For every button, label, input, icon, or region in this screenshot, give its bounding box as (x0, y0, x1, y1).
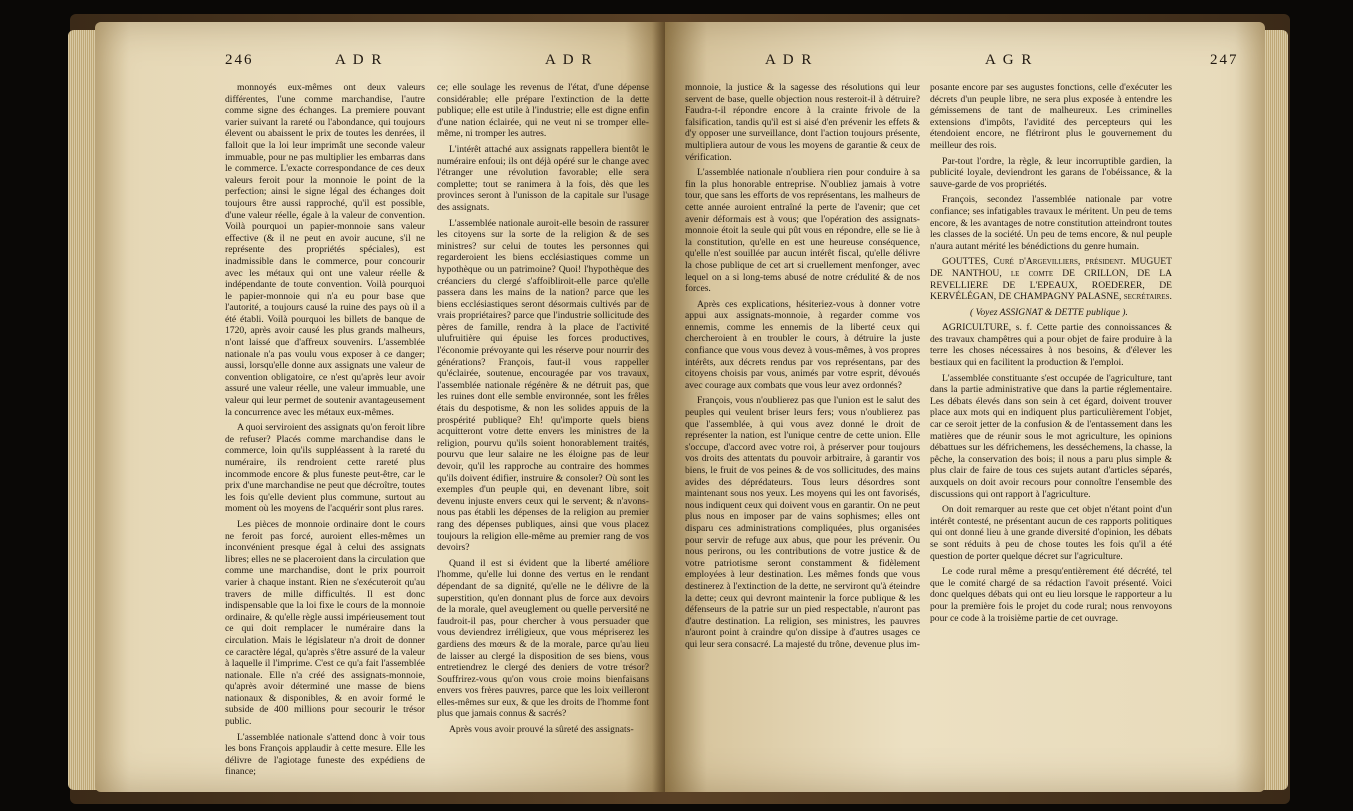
paragraph: Quand il est si évident que la liberté améliore l'homme, qu'elle lui donne des vertus en le rendant dépendant de sa dignité, qu'elle ne le délivre de la superstition, qu'en donnant plus de force aux devoirs de la morale, quel aveuglement ou quelle perversité ne faudroit-il pas, pour chercher à vous persuader que vous deviendrez irréligieux, que vous mépriserez les gardiens des mœurs & de la morale, parce qu'au lieu de laisser au clergé la disposition de ses biens, vous entretiendrez le clergé des deniers de votre trésor? Souffrirez-vous qu'on vous croie moins bienfaisans envers vos frères pauvres, parce que les loix veilleront elles-mêmes sur eux, & que les droits de l'homme font plus que jamais connus & sacrés? (437, 557, 649, 720)
page-edges-right (1262, 30, 1288, 790)
running-head-left-col2: A D R (545, 52, 594, 68)
paragraph: Par-tout l'ordre, la règle, & leur incorruptible gardien, la publicité loyale, deviendront les garans de l'obéissance, & la sauve-garde de vos propriétés. (930, 155, 1172, 190)
left-page (95, 22, 665, 792)
running-head-right-col2: A G R (985, 52, 1034, 68)
paragraph: posante encore par ses augustes fonctions, celle d'exécuter les décrets d'un peuple libre, ne sera plus exposée à entendre les gémissemens de tant de malheureux. Les criminelles extensions d'impôts, l'avidité des percepteurs qui les étendoient encore, ne flétriront plus le gouvernement du meilleur des rois. (930, 82, 1172, 151)
paragraph: L'assemblée nationale n'oubliera rien pour conduire à sa fin la plus honorable entreprise. N'oubliez jamais à votre tour, que sans les efforts de vos représentans, les malheurs de cette année auroient entraîné la perte de l'avenir; que cet avenir déformais est à vous; que l'opération des assignats-monnoie étoit la seule qui pût vous en répondre, elle se lie à la constitution, qu'elle en est une heureuse conséquence, qu'elle n'est souillée par aucun intérêt fiscal, qu'elle délivre la chose publique de cet art si cruellement menfonger, avec lequel on a si long-tems abusé de notre crédulité & de nos forces. (685, 167, 920, 295)
running-head-left-col1: A D R (335, 52, 384, 68)
signatories: GOUTTES, Curé d'Argevilliers, président. MUGUET DE NANTHOU, le comte DE CRILLON, DE LA REVELLIERE DE L'EPEAUX, ROEDERER, DE KERVÉLÉGAN, DE CHAMPAGNY PALASNE, secrétaires. (930, 256, 1172, 303)
paragraph: L'assemblée nationale auroit-elle besoin de rassurer les citoyens sur la sorte de la religion & de ses ministres? sur celui de toutes les personnes qui regarderoient les biens ecclésiastiques comme un hypothèque ou un patrimoine? Quoi! l'hypothèque des créanciers du clergé s'affoibliroit-elle parce qu'elle passera dans les mains de la nation? parce que les biens ecclésiastiques seront désormais cultivés par de vrais propriétaires? parce que l'industrie sollicitude des pères de famille, rendra à la place de l'activité ulufruitière qui épuise les forces productives, l'économie prévoyante qui les réserve pour nourrir des générations? François, faut-il vous rappeller qu'éclairée, soutenue, encouragée par vos travaux, l'assemblée nationale régénère & ne détruit pas, que les ruines dont elle semble environnée, sont les frêles étais du despotisme, & non les solides appuis de la prospérité publique? Eh! qu'importe quels biens acquitteront votre dette envers les ministres de la religion, pourvu qu'ils soient honorablement traités, pourvu que leur salaire ne les éloigne pas de leur devoir, qu'il les rapproche au contraire des hommes qu'ils doivent édifier, instruire & consoler? Où sont les exemples d'un peuple qui, en devenant libre, soit devenu injuste envers ceux qui le servent; & n'avons-nous pas établi les dépenses de la religion au premier rang des dépenses publiques, ainsi que vous placez toujours la religion elle-même au premier rang de vos devoirs? (437, 217, 649, 554)
cross-reference: ( Voyez ASSIGNAT & DETTE publique ). (970, 306, 1128, 318)
paragraph: On doit remarquer au reste que cet objet n'étant point d'un intérêt contesté, ne présentant aucun de ces rapports politiques qui ont donné lieu à une grande diversité d'opinion, les débats se sont réduits à peu de chose toutes les fois qu'il a été question de porter quelque décret sur l'agriculture. (930, 504, 1172, 562)
paragraph: L'assemblée nationale s'attend donc à voir tous les bons François applaudir à cette mesure. Elle les délivre de l'agiotage funeste des expédiens de finance; (225, 731, 425, 778)
paragraph: François, vous n'oublierez pas que l'union est le salut des peuples qui veulent briser leurs fers; vous n'oublierez pas que l'assemblée, à qui vous avez donné le droit de représenter la nation, est l'unique centre de cette union. Elle s'occupe, d'accord avec votre roi, à préserver pour toujours vos droits des attentats du pouvoir arbitraire, à garantir vos biens, le fruit de vos peines & de vos sollicitudes, des mains avides des déprédateurs. Tous leurs désordres sont maintenant sous nos yeux. Les moyens qui les ont favorisés, nous indiquent ceux qui doivent vous en garantir. On ne peut plus nous en imposer par de vains sophismes; elles ont disparu ces administrations compliquées, plus organisées pour servir de refuge aux abus, que pour les prévenir. Ou nous perirons, ou les contributions de votre justice & de votre patriotisme seront constamment & fidèlement employées à leur destination. Les mêmes fonds que vous destinerez à l'extinction de la dette, ne serviront qu'à éteindre la dette; ceux qui devront maintenir la force publique & les défenseurs de la patrie sur un pied respectable, n'auront pas d'autre destination. La religion, ses ministres, les pauvres n'auront point à craindre qu'on dissipe à d'autres usages ce qui leur sera consacré. La majesté du trône, devenue plus im- (685, 395, 920, 650)
right-page (665, 22, 1265, 792)
paragraph: monnoyés eux-mêmes ont deux valeurs différentes, l'une comme marchandise, l'autre comme signe des échanges. La premiere pouvant varier suivant la rareté ou l'abondance, qui toujours élevent ou abaissent le prix de toutes les denrées, il falloit que la loi leur imprimât une seconde valeur immuable, pour ne pas multiplier les embarras dans le commerce. L'exacte correspondance de ces deux valeurs feroit pour la monnoie le point de la perfection; ainsi le signe légal des échanges doit toujours être aussi rapproché, qu'il est possible, d'une valeur réelle, égale à la valeur de convention. Voilà pourquoi un papier-monnoie sans valeur effective (& il ne peut en avoir aucune, s'il ne représente des propriétés spéciales), est inadmissible dans le commerce, pour concourir avec les métaux qui ont une valeur réelle & indépendante de toute convention. Voilà pourquoi le papier-monnoie qui n'a eu pour base que l'autorité, a toujours causé la ruine des pays où il a été établi. Voilà pourquoi les billets de banque de 1720, après avoir causé les plus grands malheurs, n'ont laissé que d'affreux souvenirs. L'assemblée nationale n'a pas voulu vous exposer à ce danger; aussi, lorsqu'elle donne aux assignats une valeur de convention obligatoire, ce n'est qu'après leur avoir assuré une valeur réelle, une valeur immuable, une valeur qui leur permet de soutenir avantageusement la concurrence avec les métaux eux-mêmes. (225, 82, 425, 418)
paragraph: François, secondez l'assemblée nationale par votre confiance; ses infatigables travaux le méritent. Un peu de tems encore, & les avantages de notre constitution atteindront toutes les classes de la société. Un peu de tems encore, & nul peuple n'aura autant mérité les bénédictions du genre humain. (930, 194, 1172, 252)
paragraph: Après vous avoir prouvé la sûreté des assignats- (449, 724, 634, 736)
right-page-column-2 (930, 82, 1172, 782)
page-edges-left (68, 30, 98, 790)
paragraph: ce; elle soulage les revenus de l'état, d'une dépense considérable; elle prépare l'extinction de la dette publique; elle est utile à l'industrie; elle est digne enfin d'une nation éclairée, qui ne veut ni se tromper elle-même, ni tromper les autres. (437, 82, 649, 140)
right-page-column-1 (685, 82, 920, 782)
paragraph: A quoi serviroient des assignats qu'on feroit libre de refuser? Placés comme marchandise dans le commerce, loin qu'ils suppléassent à la rareté du numéraire, ils rendroient cette rareté plus incommode encore & plus funeste peut-être, car le prix d'une marchandise ne peut que décroître, toutes les fois qu'elle devient plus commune, surtout au moment où les moyens de l'acquérir sont plus rares. (225, 422, 425, 515)
page-number-left: 246 (225, 52, 254, 68)
left-page-column-2 (437, 82, 649, 782)
page-number-right: 247 (1210, 52, 1239, 68)
paragraph: L'assemblée constituante s'est occupée de l'agriculture, tant dans la partie administrative que dans la partie réglementaire. Les débats élevés dans son sein à cet égard, doivent trouver place aux mots qui en indiquent plus particulièrement l'objet, car ce seroit jetter de la confusion & de l'entassement dans les matières que de réunir sous le mot agriculture, les opinions débattues sur les défrichemens, les desséchemens, la chasse, la pêche, la conservation des bois; il nous a paru plus simple & plus clair de faire de tous ces sujets autant d'articles séparés, auxquels on doit avoir recours pour connoître l'ensemble des discussions qui ont rapport à l'agriculture. (930, 372, 1172, 500)
paragraph: Les pièces de monnoie ordinaire dont le cours ne feroit pas forcé, auroient elles-mêmes un inconvénient presque égal à celui des assignats libres; elles ne se placeroient dans la circulation que comme une marchandise, dont le prix pourroit varier à chaque instant. Rien ne s'exécuteroit qu'au travers de mille difficultés. Il est donc indispensable que la loi fixe le cours de la monnoie ordinaire, & qu'elle règle aussi impérieusement tout ce qui doit remplacer le numéraire dans la circulation. Mais le législateur n'a droit de donner ce caractère légal, qu'après s'être assuré de la valeur à laquelle il l'imprime. C'est ce qu'a fait l'assemblée nationale. Elle n'a créé des assignats-monnoie, qu'après avoir déterminé une masse de biens nationaux & disponibles, & en avoir formé le subside de 400 millions pour secourir le trésor public. (225, 518, 425, 728)
running-head-right-col1: A D R (765, 52, 814, 68)
left-page-column-1 (225, 82, 425, 782)
paragraph: monnoie, la justice & la sagesse des résolutions qui leur servent de base, quelle objection nous resteroit-il à détruire? Faudra-t-il répondre encore à la crainte frivole de la falsification, tandis qu'il est si aisé d'en prévenir les effets & d'y opposer une surveillance, dont l'action toujours présente, multipliera autour de vous les moyens de garantie & ceux de vérification. (685, 82, 920, 163)
paragraph: Le code rural même a presqu'entièrement été décrété, tel que le comité chargé de sa rédaction l'avoit présenté. Voici donc quelques débats qui ont eu lieu lorsque le rapporteur a lu pour la première fois le projet du code rural; nous renvoyons pour ce code à la troisième partie de cet ouvrage. (930, 566, 1172, 624)
paragraph: L'intérêt attaché aux assignats rappellera bientôt le numéraire enfoui; ils ont déjà opéré sur le change avec l'étranger une révolution favorable; elle sera complette; tout se ranimera à la fois, dès que les provinces seront à l'unisson de la capitale sur l'usage des assignats. (437, 143, 649, 213)
paragraph: Après ces explications, hésiteriez-vous à donner votre appui aux assignats-monnoie, à regarder comme vos ennemis, comme les ennemis de la liberté ceux qui chercheroient à en troubler le cours, à détruire la juste confiance que vous vous devez à vous-mêmes, à vos propres intérêts, aux décrets rendus par vos représentans, par des citoyens choisis par vous, animés par votre esprit, dévoués avec courage aux combats que vous leur avez ordonnés? (685, 298, 920, 391)
article-agriculture-definition: AGRICULTURE, s. f. Cette partie des connoissances & des travaux champêtres qui a pour objet de faire produire à la terre les choses nécessaires à nos besoins, & d'élever les bestiaux qui en facilitent la production & l'emploi. (930, 322, 1172, 369)
